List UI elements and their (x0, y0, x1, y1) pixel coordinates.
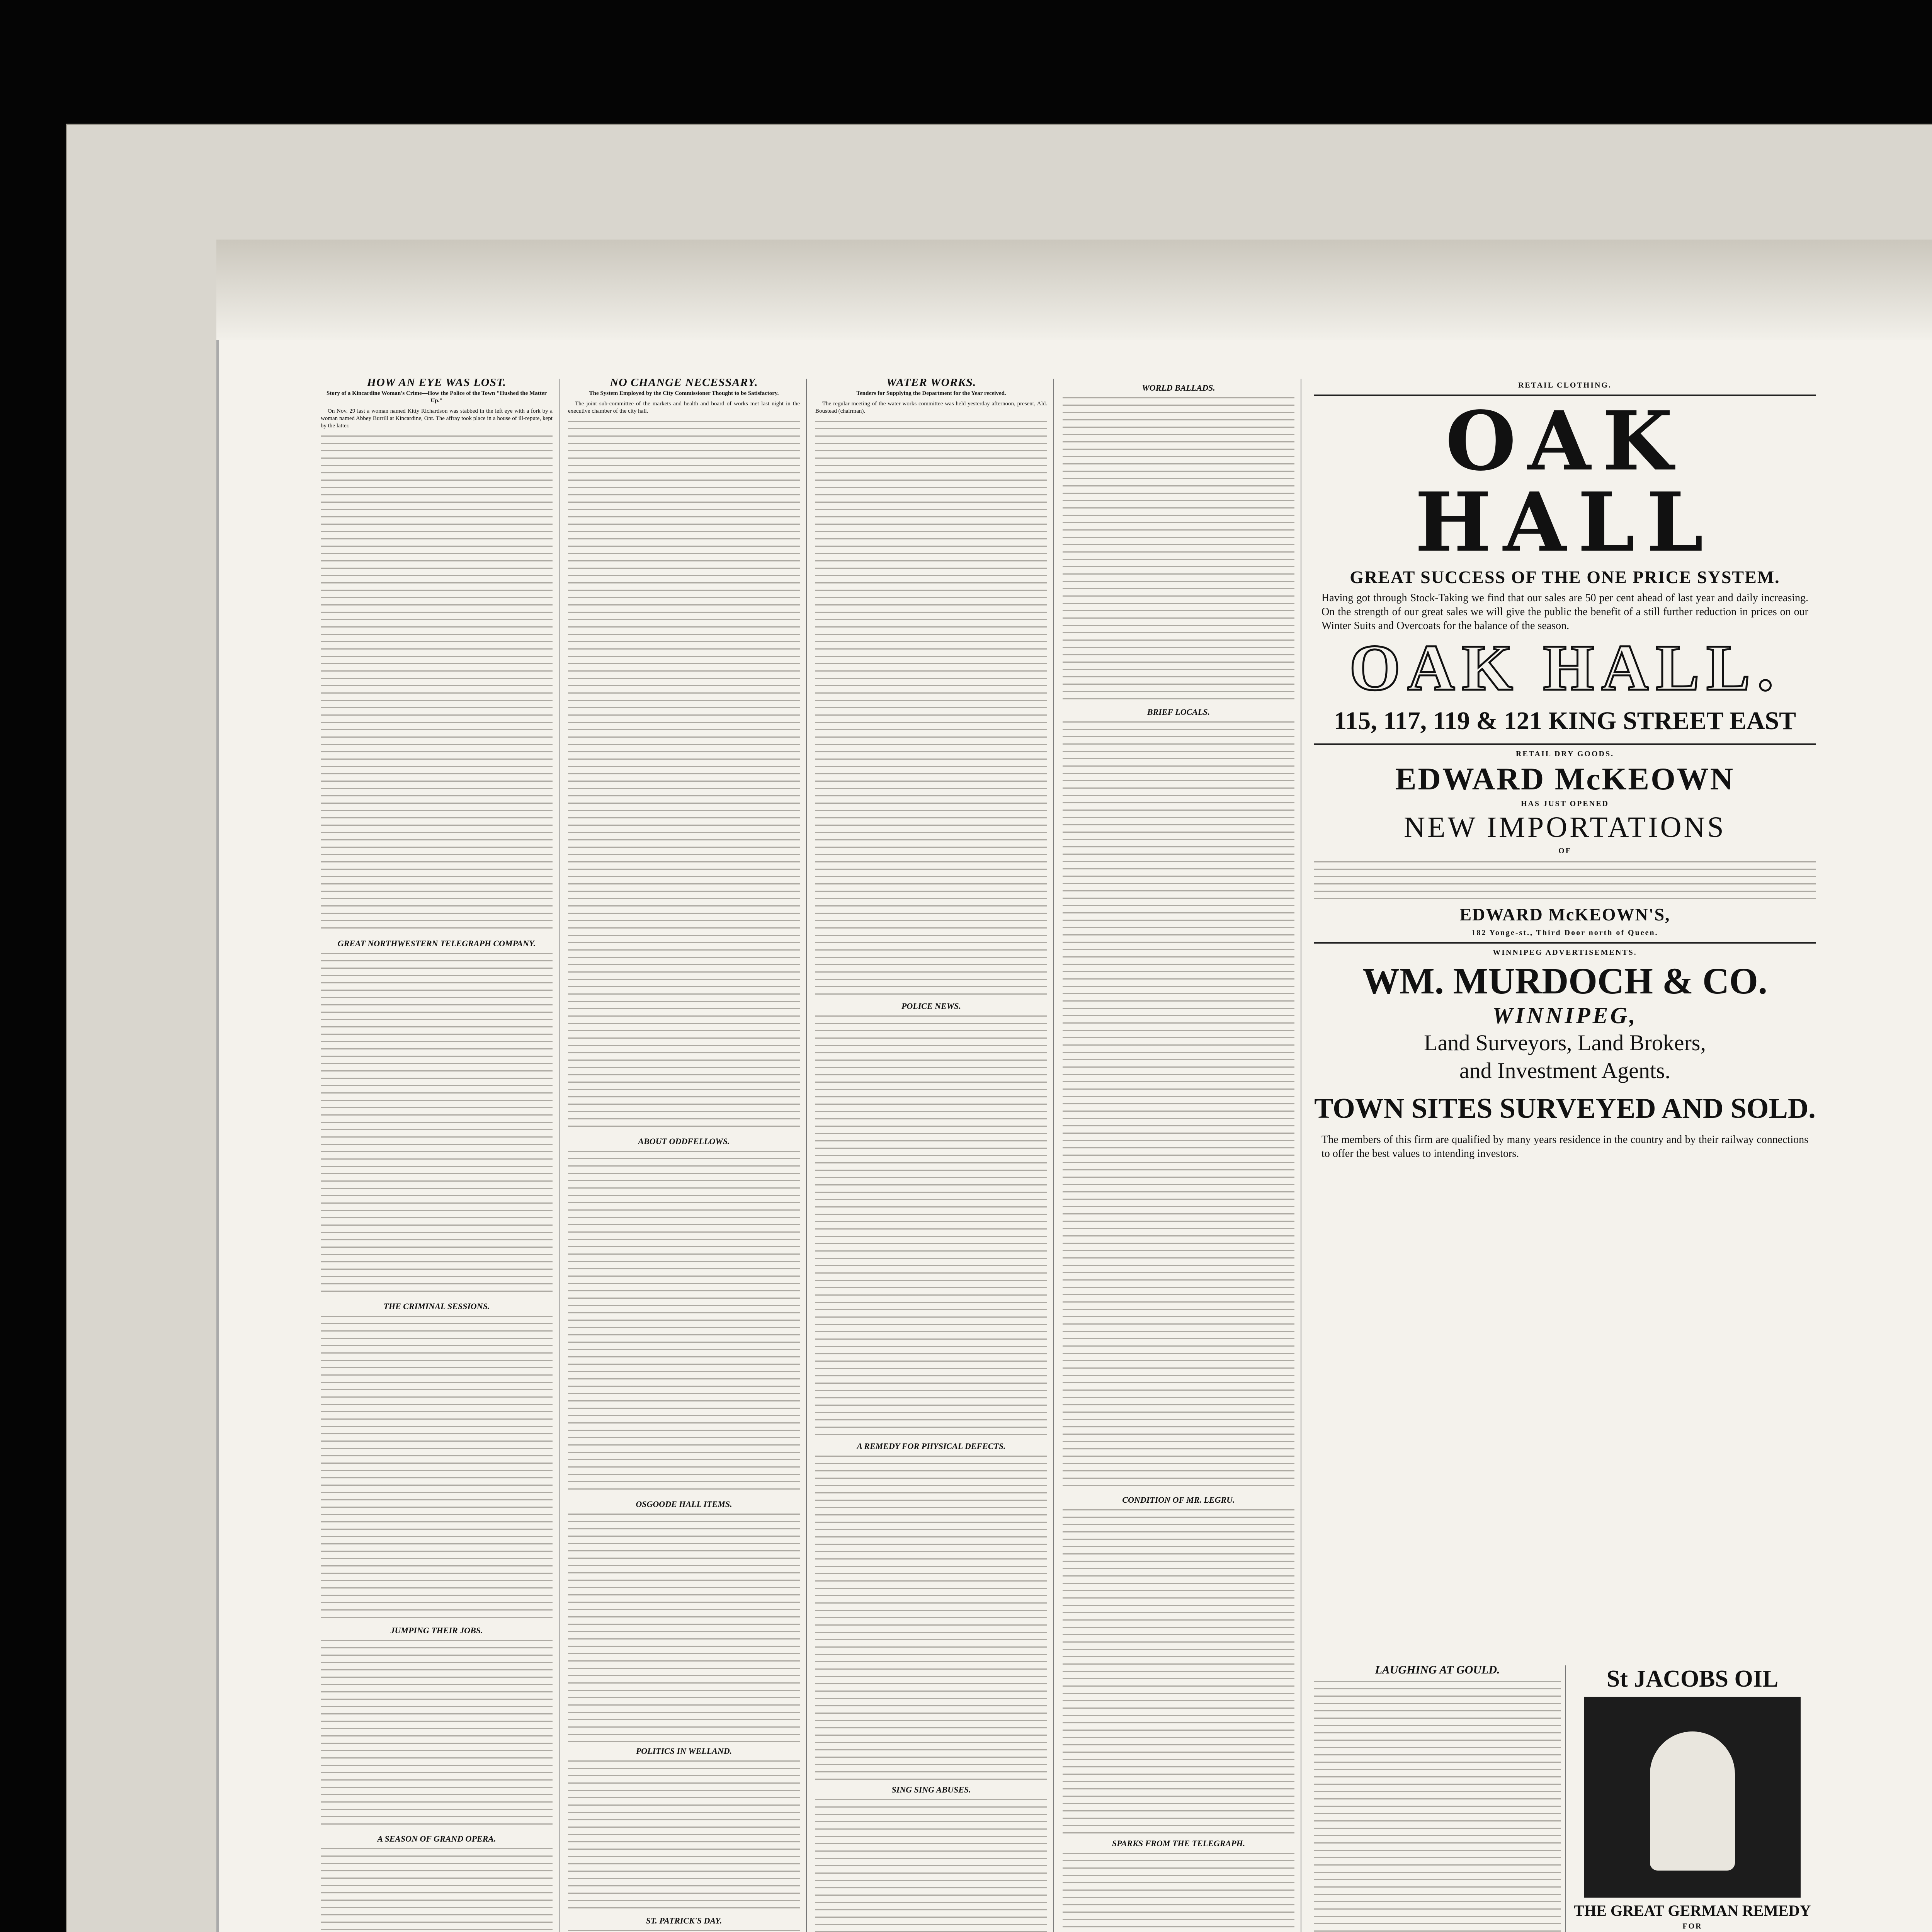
st-jacobs-oil-ad (1569, 1665, 1816, 1932)
mckeown-opened: HAS JUST OPENED (1520, 799, 1609, 808)
mckeown-store-name: EDWARD McKEOWN'S, (1459, 905, 1670, 924)
section-heading: ST. PATRICK'S DAY. (646, 1916, 722, 1925)
section-heading: POLICE NEWS. (901, 1001, 961, 1011)
folded-top-edge (216, 240, 1932, 340)
column-1 (321, 379, 560, 1932)
section-heading: LAUGHING AT GOULD. (1375, 1665, 1500, 1676)
murdoch-services-2: and Investment Agents. (1459, 1058, 1671, 1083)
poem-text (1063, 394, 1294, 703)
column-3 (815, 379, 1054, 1932)
body-text (568, 417, 800, 1132)
lead-paragraph: The regular meeting of the water works committee was held yesterday afternoon, present, Ald. Boustead (chairman). (815, 401, 1047, 414)
subhead: Story of a Kincardine Woman's Crime—How the Police of the Town "Hushed the Matter Up." (326, 390, 547, 404)
body-text (1314, 1677, 1561, 1932)
body-text (1063, 1506, 1294, 1834)
body-text (321, 1312, 553, 1621)
body-text (321, 1636, 553, 1830)
section-heading: ABOUT ODDFELLOWS. (638, 1136, 730, 1146)
divider (1314, 942, 1816, 944)
ad-label-clothing: RETAIL CLOTHING. (1518, 381, 1612, 389)
oak-hall-slogan: GREAT SUCCESS OF THE ONE PRICE SYSTEM. (1350, 567, 1780, 587)
murdoch-townsites: TOWN SITES SURVEYED AND SOLD. (1314, 1093, 1816, 1124)
ad-label-dry-goods: RETAIL DRY GOODS. (1515, 750, 1614, 758)
section-heading: OSGOODE HALL ITEMS. (636, 1499, 732, 1509)
murdoch-services-1: Land Surveyors, Land Brokers, (1424, 1030, 1706, 1055)
section-heading: BRIEF LOCALS. (1147, 707, 1210, 717)
body-text (321, 949, 553, 1297)
body-text (568, 1927, 800, 1932)
section-heading: WORLD BALLADS. (1142, 383, 1215, 393)
divider (1314, 743, 1816, 745)
mckeown-of: OF (1558, 847, 1571, 855)
body-text (568, 1510, 800, 1742)
body-text (815, 1452, 1047, 1781)
section-heading: SING SING ABUSES. (891, 1785, 971, 1794)
column-2 (568, 379, 807, 1932)
lead-paragraph: On Nov. 29 last a woman named Kitty Richardson was stabbed in the left eye with a fork by a woman named Abbey Burrill at Kincardine, Ont. The affray took place in a house of ill-repute, kept by the latter. (321, 408, 553, 429)
murdoch-body: The members of this firm are qualified by many years residence in the country and by their railway connections to offer the best values to intending investors. (1321, 1134, 1808, 1160)
section-heading: CONDITION OF MR. LEGRU. (1122, 1495, 1235, 1505)
jacobs-remedy: THE GREAT GERMAN REMEDY (1574, 1902, 1811, 1919)
headline-eye-lost: HOW AN EYE WAS LOST. (367, 379, 507, 389)
ad-label-winnipeg: WINNIPEG ADVERTISEMENTS. (1493, 948, 1637, 957)
subhead: Tenders for Supplying the Department for the Year received. (856, 390, 1006, 396)
section-heading: JUMPING THEIR JOBS. (390, 1626, 483, 1635)
oak-hall-title: OAK HALL (1415, 393, 1715, 570)
body-text (815, 1796, 1047, 1932)
mckeown-fine-print (1314, 858, 1816, 900)
jacobs-title: St JACOBS OIL (1606, 1666, 1779, 1692)
subhead: The System Employed by the City Commissioner Thought to be Satisfactory. (589, 390, 779, 396)
mckeown-importations: NEW IMPORTATIONS (1404, 811, 1726, 844)
oak-hall-title-outline: OAK HALL. (1349, 631, 1781, 704)
section-heading: GREAT NORTHWESTERN TELEGRAPH COMPANY. (337, 939, 536, 948)
mckeown-address: 182 Yonge-st., Third Door north of Queen. (1471, 929, 1658, 937)
body-text (568, 1147, 800, 1495)
body-text (1063, 718, 1294, 1491)
body-text (321, 1845, 553, 1932)
body-text (568, 1757, 800, 1912)
body-text (321, 432, 553, 934)
section-heading: THE CRIMINAL SESSIONS. (383, 1301, 490, 1311)
section-heading: SPARKS FROM THE TELEGRAPH. (1112, 1838, 1245, 1848)
oak-hall-body: Having got through Stock-Taking we find that our sales are 50 per cent ahead of last year and daily increasing. On the strength of our great sales we will give the public the benefit of a still further reduction in prices on our Winter Suits and Overcoats for the balance of the season. (1321, 592, 1808, 632)
headline-no-change: NO CHANGE NECESSARY. (610, 379, 758, 389)
section-heading: A SEASON OF GRAND OPERA. (377, 1834, 496, 1844)
murdoch-name: WM. MURDOCH & CO. (1362, 960, 1767, 1002)
body-text (1063, 1849, 1294, 1932)
jacobs-illustration (1584, 1697, 1801, 1898)
murdoch-city: WINNIPEG, (1492, 1003, 1638, 1028)
mckeown-name: EDWARD McKEOWN (1395, 761, 1735, 796)
lead-paragraph: The joint sub-committee of the markets and health and board of works met last night in the executive chamber of the city hall. (568, 401, 800, 414)
advertisements (1314, 379, 1816, 1932)
jacobs-for: FOR (1682, 1922, 1702, 1930)
body-text (815, 417, 1047, 997)
section-heading: A REMEDY FOR PHYSICAL DEFECTS. (857, 1441, 1006, 1451)
column-4 (1063, 379, 1301, 1932)
laughing-at-gould-column (1314, 1665, 1566, 1932)
oak-hall-address: 115, 117, 119 & 121 KING STREET EAST (1333, 707, 1796, 735)
headline-water-works: WATER WORKS. (886, 379, 976, 389)
body-text (815, 1012, 1047, 1437)
section-heading: POLITICS IN WELLAND. (636, 1746, 732, 1756)
